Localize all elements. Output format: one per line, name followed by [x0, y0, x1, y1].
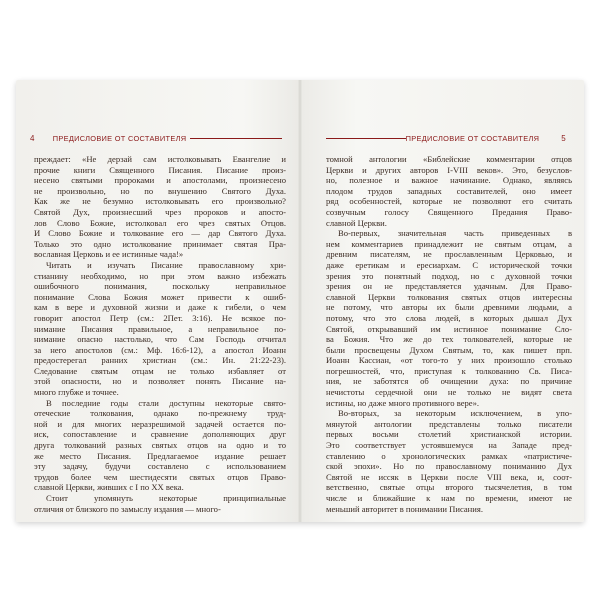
text-line: вославная Церковь и ее истинные чада!» [34, 249, 184, 260]
paragraph [326, 154, 572, 228]
text-line: же место Писания. Предлагаемое издание решает [34, 450, 286, 461]
text-line: друга толкований разных святых отцов на одно и то [34, 440, 286, 451]
open-book [16, 80, 584, 522]
text-line: несено святыми пророками и апостолами, произнесено [34, 175, 286, 186]
text-line: Церкви и других авторов I-VIII веков». Это, безуслов- [326, 164, 572, 175]
text-line: потому, что это слова людей, в которых дышал Дух [326, 312, 572, 323]
text-line: много глубже и точнее. [34, 387, 119, 398]
text-line: числе и ближайшие к нам по времени, имеют не [326, 493, 572, 503]
left-page-text [34, 154, 286, 514]
text-line: нимание Писания правильное, а неправильное по- [34, 323, 286, 334]
text-line: Во-вторых, за некоторым исключением, в упо- [338, 408, 572, 419]
text-line: погрешностей, что, приступая к толкованию Св. Писа- [326, 365, 572, 376]
text-line: ной и для многих неразрешимой задачей остается по- [34, 418, 286, 429]
text-line: стианину необходимо, но при этом важно избежать [34, 270, 286, 281]
text-line: Как же не безумно истолковывать его произвольно? [34, 196, 286, 207]
text-line: понимание Слова Божия может привести к ошиб- [34, 291, 286, 302]
text-line: преждает: «Не дерзай сам истолковывать Евангелие и [34, 154, 286, 164]
text-line: не потому, что авторы их были древними людьми, а [326, 302, 572, 313]
text-line: Святой не иссяк в Церкви после VIII века, и, соот- [326, 471, 572, 482]
text-line: зрения он не представляется удачным. Для Право- [326, 281, 572, 292]
text-line: отличия от близкого по замыслу издания — много- [34, 503, 221, 514]
right-running-head [326, 132, 566, 144]
text-line: нем комментариев принадлежит не святым отцам, а [326, 238, 572, 249]
text-line: первых восьми столетий христианской истории. [326, 429, 572, 440]
left-running-title: ПРЕДИСЛОВИЕ ОТ СОСТАВИТЕЛЯ [52, 133, 187, 143]
paragraph [326, 408, 572, 514]
left-running-head [30, 132, 282, 144]
text-line: Читать и изучать Писание православному хри- [46, 259, 286, 270]
text-line: были просвещены Духом Святым, то, как пишет прп. [326, 344, 572, 355]
text-line: ва Божия. Что же до тех толкователей, которые не [326, 334, 572, 345]
text-line: этой опасности, но и позволяет понять Писание на- [34, 376, 286, 387]
paragraph [34, 398, 286, 493]
text-line: не произвольно, но по внушению Святого Духа. [34, 185, 286, 196]
paragraph [326, 228, 572, 408]
text-line: лов Слово Божие, истолковал его чрез святых Отцов. [34, 217, 286, 228]
right-page-number: 5 [561, 133, 566, 143]
paragraph [34, 493, 286, 514]
text-line: Иоанн Кассиан, «от того-то у них произошло столько [326, 355, 572, 366]
text-line: кам в вере и духовной жизни и даже к гибели, о чем [34, 302, 286, 313]
paragraph [34, 154, 286, 260]
text-line: И Слово Божие и толкование его — дар Святого Духа. [34, 228, 286, 239]
right-header-rule [326, 138, 406, 139]
text-line: Святой Дух, произнесший чрез пророков и апосто- [34, 206, 286, 217]
text-line: ветственно, святые отцы второго тысячелетия, в том [326, 482, 572, 493]
text-line: славной Церкви толкования святых отцов интересны [326, 291, 572, 302]
text-line: зрения это понятный подход, но с духовной точки [326, 270, 572, 281]
text-line: говорит апостол Петр (см.: 2Пет. 3:16). Не всякое по- [34, 312, 286, 323]
left-page [16, 80, 300, 522]
right-page-text [326, 154, 572, 514]
text-line: ской эпохи». Но по православному пониманию Дух [326, 461, 572, 472]
text-line: ставлению о хронологических рамках «патристиче- [326, 450, 572, 461]
text-line: трудов более чем шестидесяти святых отцов Право- [34, 471, 286, 482]
text-line: предостерегал ранних христиан (см.: Ин. 21:22-23). [34, 355, 286, 366]
text-line: нимание опасно настолько, что Сам Господь отчитал [34, 334, 286, 345]
text-line: ошибочного понимания, поскольку неправильное [34, 281, 286, 292]
right-running-title: ПРЕДИСЛОВИЕ ОТ СОСТАВИТЕЛЯ [405, 133, 540, 143]
text-line: Только это одно истолкование принимает святая Пра- [34, 238, 286, 249]
text-line: Следование святым отцам не только избавляет от [34, 365, 286, 376]
text-line: иск, сопоставление и сравнение дополняющих друг [34, 429, 286, 440]
left-page-number: 4 [30, 133, 35, 143]
text-line: ния, не заботятся об очищении духа: по причине [326, 376, 572, 387]
text-line: мянутой антологии представлены только писатели [326, 418, 572, 429]
text-line: Стоит упомянуть некоторые принципиальные [46, 493, 286, 503]
text-line: даже еретикам и ересиархам. С исторической точки [326, 259, 572, 270]
text-line: отеческие толкования, однако по-прежнему труд- [34, 408, 286, 419]
text-line: за него апостолов (см.: Мф. 16:6-12), а апостол Иоанн [34, 344, 286, 355]
text-line: прочие книги Священного Писания. Писание произ- [34, 164, 286, 175]
text-line: истины, но даже много противного вере». [326, 397, 480, 408]
right-page [300, 80, 584, 522]
text-line: Во-первых, значительная часть приведенных в [338, 228, 572, 239]
text-line: Это соответствует устоявшемуся на Западе пред- [326, 440, 572, 451]
text-line: Святой, открывавший им истинное понимание Сло- [326, 323, 572, 334]
text-line: созвучным голосу Священного Предания Право- [326, 206, 572, 217]
text-line: плодом трудов западных составителей, оно имеет [326, 185, 572, 196]
text-line: но, полезное и важное начинание. Однако, являясь [326, 175, 572, 186]
text-line: В последние годы стали доступны некоторые свято- [46, 397, 286, 408]
text-line: ряд особенностей, которые не позволяют его считать [326, 196, 572, 207]
text-line: славной Церкви. [326, 217, 387, 228]
text-line: славной Церкви, живших с I по XX века. [34, 482, 184, 493]
text-line: нечистоты сердечной они не только не видят света [326, 387, 572, 398]
text-line: томной антологии «Библейские комментарии отцов [326, 154, 572, 164]
left-header-rule [190, 138, 282, 139]
text-line: древним писателям, не прославленным Церковью, и [326, 249, 572, 260]
paragraph [34, 260, 286, 398]
text-line: эту задачу, будучи составлено с использованием [34, 461, 286, 472]
text-line: меньший авторитет в понимании Писания. [326, 503, 483, 514]
